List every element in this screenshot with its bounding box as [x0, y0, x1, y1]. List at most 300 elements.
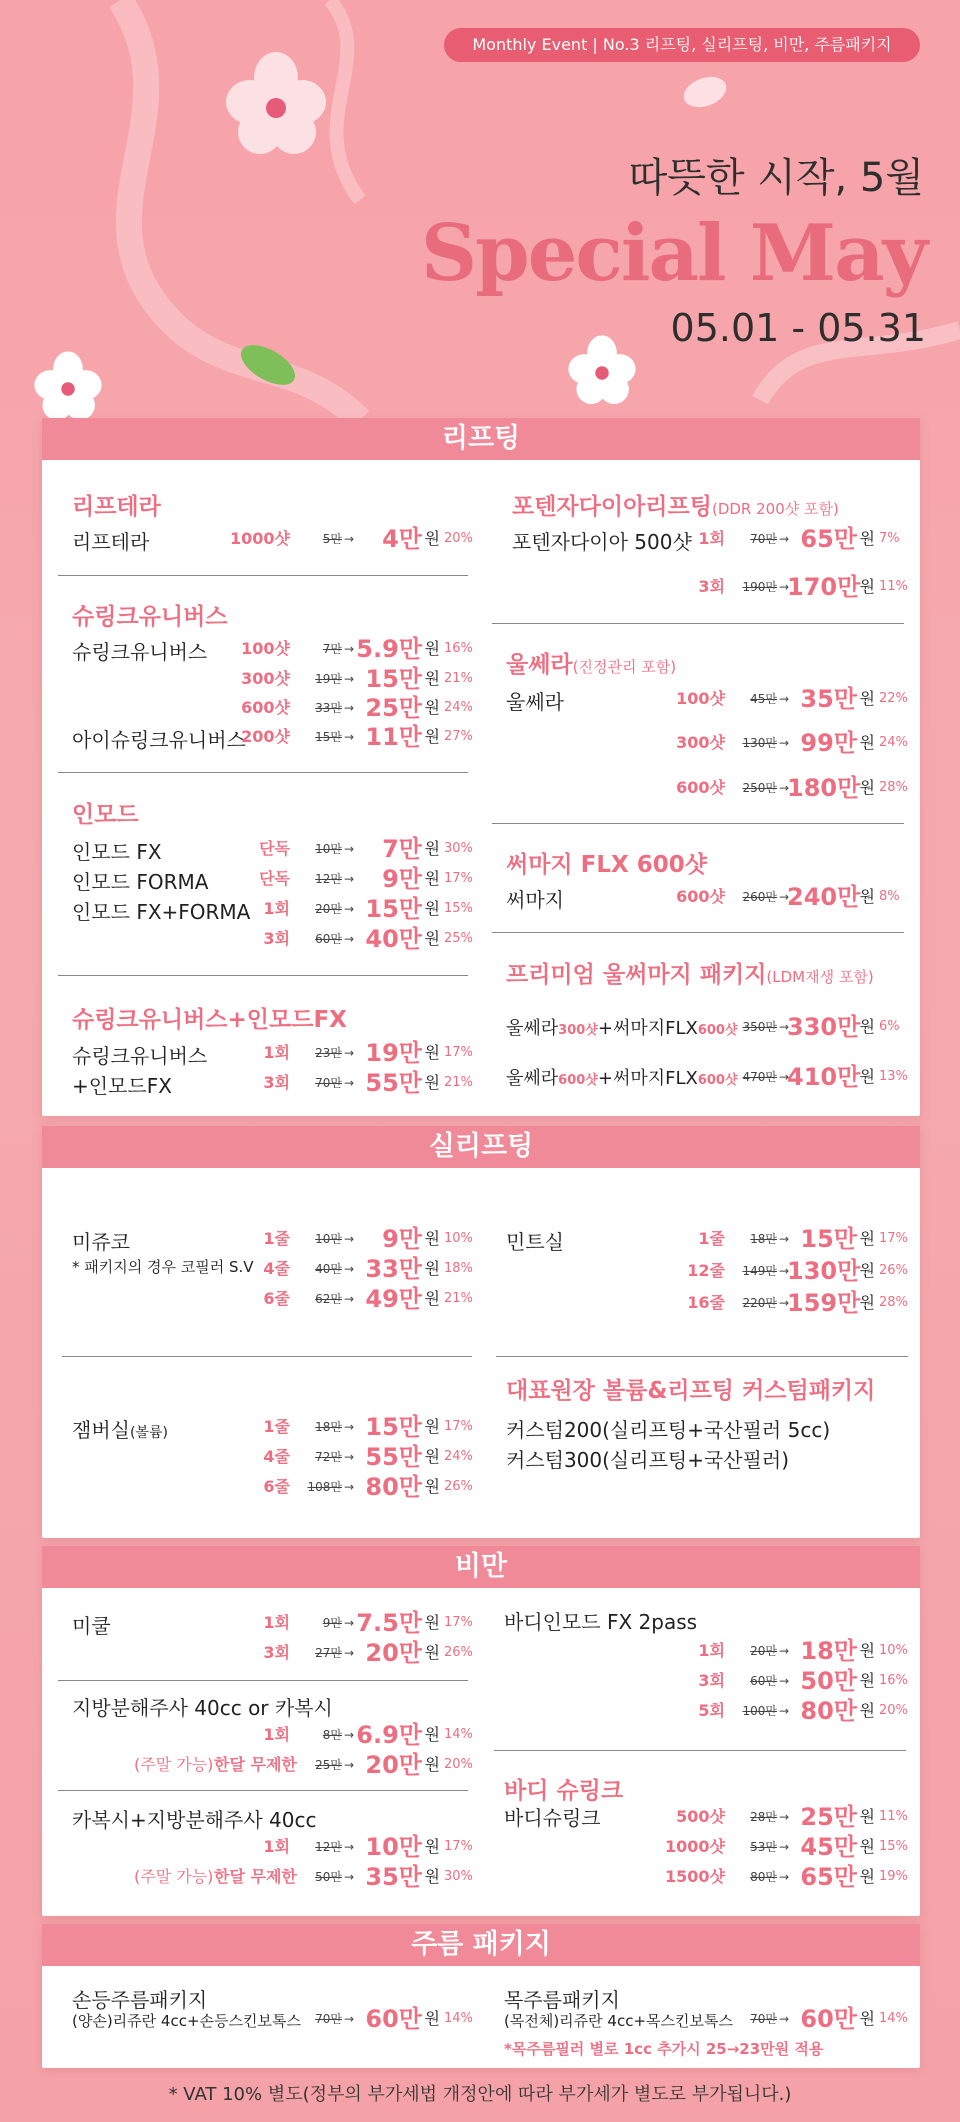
price-row — [202, 1610, 502, 1636]
group-title: 슈링크유니버스+인모드FX — [72, 1007, 347, 1033]
original-price: 25만 — [315, 1758, 342, 1772]
original-price: 20만 — [750, 1644, 777, 1658]
event-pill: Monthly Event | No.3 리프팅, 실리프팅, 비만, 주름패키지 — [444, 28, 920, 62]
row-qty: 1회 — [263, 1725, 290, 1744]
price-row — [637, 884, 937, 910]
arrow-icon: → — [343, 1646, 354, 1660]
discount-percent: 22% — [879, 691, 908, 706]
item-name: 카복시+지방분해주사 40cc — [72, 1808, 317, 1832]
sale-price: 55만 — [365, 1443, 422, 1471]
discount-percent: 21% — [444, 671, 473, 686]
sale-price: 20만 — [365, 1639, 422, 1667]
blossom-icon — [26, 350, 110, 424]
item-name: 울쎄라600샷+써마지FLX600샷 — [506, 1068, 738, 1089]
arrow-icon: → — [778, 1674, 789, 1688]
won-unit: 원 — [424, 1755, 440, 1774]
price-row — [637, 1290, 937, 1316]
row-qty: 100샷 — [676, 689, 725, 708]
item-name: 써마지 — [506, 888, 564, 912]
original-price: 70만 — [750, 532, 777, 546]
row-qty: 단독 — [259, 869, 290, 888]
original-price: 40만 — [315, 1262, 342, 1276]
arrow-icon: → — [343, 1232, 354, 1246]
row-qty: 6줄 — [263, 1289, 290, 1308]
sale-price: 33만 — [365, 1255, 422, 1283]
group-title: 프리미엄 울써마지 패키지(LDM재생 포함) — [506, 962, 874, 988]
original-price: 108만 — [307, 1480, 342, 1494]
blossom-icon — [560, 334, 644, 408]
sale-price: 170만 — [787, 573, 861, 601]
item-name: 커스텀300(실리프팅+국산필러) — [506, 1448, 790, 1472]
divider — [58, 772, 468, 773]
original-price: 15만 — [315, 730, 342, 744]
discount-percent: 11% — [879, 1809, 908, 1824]
discount-percent: 17% — [444, 1419, 473, 1434]
original-price: 19만 — [315, 672, 342, 686]
original-price: 10만 — [315, 1232, 342, 1246]
item-name: 인모드 FORMA — [72, 870, 209, 894]
original-price: 220만 — [742, 1296, 777, 1310]
price-row — [202, 1286, 502, 1312]
price-row — [202, 926, 502, 952]
arrow-icon: → — [343, 2012, 354, 2026]
row-qty: 500샷 — [676, 1807, 725, 1826]
original-price: 20만 — [315, 902, 342, 916]
arrow-icon: → — [778, 1232, 789, 1246]
won-unit: 원 — [424, 869, 440, 888]
won-unit: 원 — [424, 1725, 440, 1744]
sale-price: 410만 — [787, 1063, 861, 1091]
price-row — [202, 1722, 502, 1748]
discount-percent: 28% — [879, 1295, 908, 1310]
original-price: 28만 — [750, 1810, 777, 1824]
divider — [58, 1680, 468, 1681]
sale-price: 50만 — [800, 1667, 857, 1695]
price-row — [637, 1226, 937, 1252]
original-price: 190만 — [742, 580, 777, 594]
discount-percent: 14% — [444, 1727, 473, 1742]
discount-percent: 24% — [444, 1449, 473, 1464]
won-unit: 원 — [424, 669, 440, 688]
row-qty: 200샷 — [241, 727, 290, 746]
row-qty: 4줄 — [263, 1447, 290, 1466]
row-qty: 1000샷 — [230, 529, 290, 548]
row-qty: 12줄 — [687, 1261, 725, 1280]
item-name: 인모드 FX — [72, 840, 162, 864]
sale-price: 9만 — [382, 1225, 422, 1253]
price-row — [637, 1668, 937, 1694]
item-name: 잼버실(볼륨) — [72, 1418, 168, 1442]
discount-percent: 16% — [879, 1673, 908, 1688]
won-unit: 원 — [859, 577, 875, 596]
arrow-icon: → — [778, 736, 789, 750]
discount-percent: 26% — [444, 1479, 473, 1494]
row-qty: 3회 — [263, 1643, 290, 1662]
discount-percent: 24% — [879, 735, 908, 750]
arrow-icon: → — [343, 1728, 354, 1742]
original-price: 130만 — [742, 736, 777, 750]
item-name: 바디슈링크 — [504, 1806, 601, 1830]
sale-price: 15만 — [365, 665, 422, 693]
sale-price: 80만 — [365, 1473, 422, 1501]
sale-price: 11만 — [365, 723, 422, 751]
item-name: 민트실 — [506, 1230, 564, 1254]
arrow-icon: → — [343, 672, 354, 686]
row-qty: 1000샷 — [665, 1837, 725, 1856]
arrow-icon: → — [778, 692, 789, 706]
discount-percent: 18% — [444, 1261, 473, 1276]
item-name: 지방분해주사 40cc or 카복시 — [72, 1696, 333, 1720]
won-unit: 원 — [424, 929, 440, 948]
lifting-section — [42, 418, 920, 1116]
divider — [58, 1790, 468, 1791]
discount-percent: 26% — [444, 1645, 473, 1660]
original-price: 7만 — [322, 642, 342, 656]
won-unit: 원 — [424, 698, 440, 717]
price-row — [637, 1064, 937, 1090]
discount-percent: 17% — [879, 1231, 908, 1246]
sale-price: 330만 — [787, 1013, 861, 1041]
section-title: 실리프팅 — [42, 1126, 920, 1168]
discount-percent: 17% — [444, 871, 473, 886]
discount-percent: 14% — [879, 2011, 908, 2026]
sale-price: 65만 — [800, 1863, 857, 1891]
vat-notice: * VAT 10% 별도(정부의 부가세법 개정안에 따라 부가세가 별도로 부가됩니다.) — [168, 2084, 792, 2105]
price-row — [202, 1640, 502, 1666]
won-unit: 원 — [424, 1229, 440, 1248]
group-title: 포텐자다이아리프팅(DDR 200샷 포함) — [512, 494, 839, 520]
row-qty: 한달 무제한 — [214, 1755, 297, 1774]
sale-price: 35만 — [800, 685, 857, 713]
divider — [494, 1750, 906, 1751]
row-qty: 300샷 — [241, 669, 290, 688]
original-price: 60만 — [750, 1674, 777, 1688]
original-price: 149만 — [742, 1264, 777, 1278]
arrow-icon: → — [343, 1292, 354, 1306]
section-title: 리프팅 — [42, 418, 920, 460]
price-row — [134, 1863, 502, 1891]
arrow-icon: → — [778, 580, 789, 594]
discount-percent: 16% — [444, 641, 473, 656]
won-unit: 원 — [424, 1289, 440, 1308]
won-unit: 원 — [424, 899, 440, 918]
row-qty: 1회 — [263, 899, 290, 918]
subtitle: 따뜻한 시작, 5월 — [628, 155, 924, 201]
discount-percent: 10% — [444, 1231, 473, 1246]
sale-price: 60만 — [365, 2005, 422, 2033]
price-row — [202, 1444, 502, 1470]
group-title: 인모드 — [72, 802, 139, 828]
original-price: 470만 — [742, 1070, 777, 1084]
original-price: 70만 — [315, 1076, 342, 1090]
arrow-icon: → — [778, 532, 789, 546]
blossom-icon — [216, 50, 336, 160]
original-price: 33만 — [315, 701, 342, 715]
won-unit: 원 — [859, 529, 875, 548]
price-row — [202, 1834, 502, 1860]
won-unit: 원 — [424, 1417, 440, 1436]
discount-percent: 14% — [444, 2011, 473, 2026]
discount-percent: 27% — [444, 729, 473, 744]
divider — [492, 623, 904, 624]
price-row — [202, 1040, 502, 1066]
row-qty: 3회 — [698, 577, 725, 596]
discount-percent: 24% — [444, 700, 473, 715]
original-price: 100만 — [742, 1704, 777, 1718]
sale-price: 159만 — [787, 1289, 861, 1317]
item-name: 미쿨 — [72, 1614, 111, 1638]
section-title: 비만 — [42, 1546, 920, 1588]
row-qty: 3회 — [698, 1671, 725, 1690]
discount-percent: 17% — [444, 1615, 473, 1630]
page-title: Special May — [420, 208, 926, 299]
won-unit: 원 — [859, 1641, 875, 1660]
sale-price: 130만 — [787, 1257, 861, 1285]
price-row — [637, 1834, 937, 1860]
section-title: 주름 패키지 — [42, 1924, 920, 1966]
price-row — [637, 775, 937, 801]
row-qty: 3회 — [263, 1073, 290, 1092]
original-price: 45만 — [750, 692, 777, 706]
sale-price: 180만 — [787, 774, 861, 802]
item-name: 아이슈링크유니버스 — [72, 728, 246, 752]
item-note: *목주름필러 별로 1cc 추가시 25→23만원 적용 — [504, 2040, 824, 2058]
won-unit: 원 — [859, 1293, 875, 1312]
divider — [492, 823, 904, 824]
arrow-icon: → — [778, 1810, 789, 1824]
won-unit: 원 — [424, 1043, 440, 1062]
item-name: 미쥬코 — [72, 1230, 130, 1254]
thread-lifting-section — [42, 1126, 920, 1538]
sale-price: 45만 — [800, 1833, 857, 1861]
won-unit: 원 — [859, 1837, 875, 1856]
event-dates: 05.01 - 05.31 — [670, 306, 926, 350]
won-unit: 원 — [859, 1671, 875, 1690]
sale-price: 6.9만 — [356, 1721, 422, 1749]
discount-percent: 20% — [879, 1703, 908, 1718]
petal-icon — [680, 72, 730, 112]
arrow-icon: → — [778, 890, 789, 904]
sale-price: 15만 — [800, 1225, 857, 1253]
won-unit: 원 — [859, 689, 875, 708]
price-row — [637, 1014, 937, 1040]
row-qty: 600샷 — [676, 778, 725, 797]
price-row — [202, 695, 502, 721]
won-unit: 원 — [424, 1447, 440, 1466]
sale-price: 25만 — [365, 694, 422, 722]
sale-price: 55만 — [365, 1069, 422, 1097]
discount-percent: 25% — [444, 931, 473, 946]
won-unit: 원 — [424, 1259, 440, 1278]
discount-percent: 17% — [444, 1045, 473, 1060]
won-unit: 원 — [859, 1261, 875, 1280]
original-price: 50만 — [315, 1870, 342, 1884]
arrow-icon: → — [343, 842, 354, 856]
arrow-icon: → — [343, 1420, 354, 1434]
row-note: (주말 가능) — [134, 1867, 214, 1886]
discount-percent: 20% — [444, 531, 473, 546]
discount-percent: 21% — [444, 1075, 473, 1090]
row-qty: 16줄 — [687, 1293, 725, 1312]
group-title: 슈링크유니버스 — [72, 604, 228, 630]
original-price: 250만 — [742, 781, 777, 795]
row-note: (주말 가능) — [134, 1755, 214, 1774]
arrow-icon: → — [343, 1076, 354, 1090]
original-price: 70만 — [315, 2012, 342, 2026]
price-row — [202, 2006, 502, 2032]
row-qty: 1회 — [698, 1641, 725, 1660]
sale-price: 80만 — [800, 1697, 857, 1725]
sale-price: 4만 — [382, 525, 422, 553]
sale-price: 10만 — [365, 1833, 422, 1861]
won-unit: 원 — [859, 733, 875, 752]
price-row — [202, 1256, 502, 1282]
row-qty: 1회 — [698, 529, 725, 548]
price-row — [637, 1638, 937, 1664]
original-price: 18만 — [315, 1420, 342, 1434]
arrow-icon: → — [778, 1070, 789, 1084]
sale-price: 240만 — [787, 883, 861, 911]
original-price: 60만 — [315, 932, 342, 946]
discount-percent: 30% — [444, 1869, 473, 1884]
arrow-icon: → — [343, 932, 354, 946]
won-unit: 원 — [859, 1067, 875, 1086]
row-qty: 100샷 — [241, 639, 290, 658]
wrinkle-section — [42, 1924, 920, 2068]
price-row — [637, 1698, 937, 1724]
price-row — [202, 866, 502, 892]
item-name: 울쎄라300샷+써마지FLX600샷 — [506, 1018, 738, 1039]
price-row — [202, 526, 502, 552]
item-name: 손등주름패키지 — [72, 1988, 208, 2012]
price-row — [202, 1226, 502, 1252]
won-unit: 원 — [424, 1643, 440, 1662]
discount-percent: 28% — [879, 780, 908, 795]
won-unit: 원 — [424, 639, 440, 658]
row-qty: 한달 무제한 — [214, 1867, 297, 1886]
divider — [58, 975, 468, 976]
price-row — [637, 2006, 937, 2032]
discount-percent: 26% — [879, 1263, 908, 1278]
row-qty: 1500샷 — [665, 1867, 725, 1886]
original-price: 10만 — [315, 842, 342, 856]
price-row — [202, 1070, 502, 1096]
arrow-icon: → — [343, 1262, 354, 1276]
original-price: 260만 — [742, 890, 777, 904]
row-qty: 1줄 — [263, 1229, 290, 1248]
item-note: * 패키지의 경우 코필러 S.V — [72, 1258, 254, 1276]
price-row — [637, 686, 937, 712]
original-price: 18만 — [750, 1232, 777, 1246]
discount-percent: 11% — [879, 579, 908, 594]
price-row — [202, 836, 502, 862]
original-price: 8만 — [322, 1728, 342, 1742]
won-unit: 원 — [424, 1867, 440, 1886]
row-qty: 6줄 — [263, 1477, 290, 1496]
sale-price: 7만 — [382, 835, 422, 863]
original-price: 12만 — [315, 872, 342, 886]
arrow-icon: → — [343, 1870, 354, 1884]
row-qty: 1줄 — [698, 1229, 725, 1248]
discount-percent: 30% — [444, 841, 473, 856]
row-qty: 1회 — [263, 1837, 290, 1856]
sale-price: 7.5만 — [356, 1609, 422, 1637]
won-unit: 원 — [424, 1073, 440, 1092]
discount-percent: 19% — [879, 1869, 908, 1884]
price-row — [202, 1414, 502, 1440]
won-unit: 원 — [859, 1867, 875, 1886]
won-unit: 원 — [859, 1807, 875, 1826]
item-name: 커스텀200(실리프팅+국산필러 5cc) — [506, 1418, 831, 1442]
won-unit: 원 — [859, 1229, 875, 1248]
arrow-icon: → — [343, 532, 354, 546]
arrow-icon: → — [778, 1840, 789, 1854]
group-title: 대표원장 볼륨&리프팅 커스텀패키지 — [506, 1378, 876, 1404]
original-price: 12만 — [315, 1840, 342, 1854]
divider — [58, 575, 468, 576]
price-row — [637, 730, 937, 756]
row-qty: 1회 — [263, 1043, 290, 1062]
original-price: 70만 — [750, 2012, 777, 2026]
price-row — [637, 574, 937, 600]
discount-percent: 21% — [444, 1291, 473, 1306]
group-title: 리프테라 — [72, 494, 161, 520]
original-price: 9만 — [322, 1616, 342, 1630]
sale-price: 35만 — [365, 1863, 422, 1891]
price-row — [637, 1804, 937, 1830]
won-unit: 원 — [424, 529, 440, 548]
won-unit: 원 — [424, 1837, 440, 1856]
row-qty: 단독 — [259, 839, 290, 858]
arrow-icon: → — [778, 2012, 789, 2026]
arrow-icon: → — [343, 1450, 354, 1464]
won-unit: 원 — [424, 727, 440, 746]
sale-price: 65만 — [800, 525, 857, 553]
original-price: 72만 — [315, 1450, 342, 1464]
row-qty: 5회 — [698, 1701, 725, 1720]
arrow-icon: → — [343, 642, 354, 656]
arrow-icon: → — [778, 1020, 789, 1034]
arrow-icon: → — [343, 1840, 354, 1854]
original-price: 53만 — [750, 1840, 777, 1854]
won-unit: 원 — [859, 1701, 875, 1720]
won-unit: 원 — [859, 1017, 875, 1036]
leaf-icon — [236, 340, 300, 390]
sale-price: 18만 — [800, 1637, 857, 1665]
arrow-icon: → — [778, 1264, 789, 1278]
price-row — [637, 1864, 937, 1890]
arrow-icon: → — [343, 730, 354, 744]
arrow-icon: → — [778, 1644, 789, 1658]
price-row — [202, 724, 502, 750]
group-title: 울쎄라(진정관리 포함) — [506, 652, 677, 678]
item-name: 리프테라 — [72, 530, 150, 554]
arrow-icon: → — [343, 902, 354, 916]
won-unit: 원 — [424, 2009, 440, 2028]
sale-price: 20만 — [365, 1751, 422, 1779]
item-name: +인모드FX — [72, 1074, 172, 1098]
arrow-icon: → — [778, 1870, 789, 1884]
item-name: 슈링크유니버스 — [72, 1044, 208, 1068]
won-unit: 원 — [424, 839, 440, 858]
divider — [62, 1356, 472, 1357]
item-desc: (양손)리쥬란 4cc+손등스킨보톡스 — [72, 2012, 301, 2030]
price-row — [637, 526, 937, 552]
row-qty: 300샷 — [676, 733, 725, 752]
item-name: 포텐자다이아 500샷 — [512, 530, 692, 554]
obesity-section — [42, 1546, 920, 1916]
sale-price: 25만 — [800, 1803, 857, 1831]
